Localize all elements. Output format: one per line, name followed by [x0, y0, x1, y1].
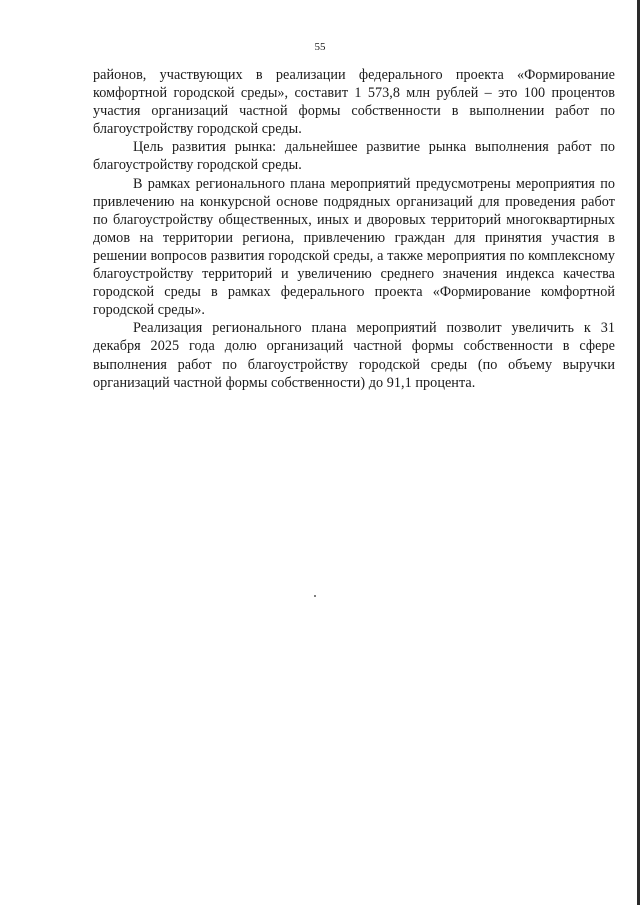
paragraph-market-goal: Цель развития рынка: дальнейшее развитие рынка выполнения работ по благоустройству городской среды.: [93, 139, 615, 174]
paragraph-expected-result: Реализация регионального плана мероприятий позволит увеличить к 31 декабря 2025 года долю организаций частной формы собственности в сфере выполнения работ по благоустройству городской среды (по объему выручки организаций частной формы собственности) до 91,1 процента.: [93, 320, 615, 391]
paragraph-regional-plan-measures: В рамках регионального плана мероприятий предусмотрены мероприятия по привлечению на конкурсной основе подрядных организаций для проведения работ по благоустройству общественных, иных и дворовых территорий многоквартирных домов на территории региона, привлечению граждан для принятия участия в решении вопросов развития городской среды, а также мероприятия по комплексному благоустройству территорий и увеличению среднего значения индекса качества городской среды в рамках федерального проекта «Формирование комфортной городской среды».: [93, 175, 615, 319]
paragraph-budget-summary: районов, участвующих в реализации федерального проекта «Формирование комфортной городской среды», составит 1 573,8 млн рублей – это 100 процентов участия организаций частной формы собственности в выполнении работ по благоустройству городской среды.: [93, 67, 615, 138]
document-body: [93, 66, 615, 392]
scan-speck: [314, 595, 316, 597]
page-number: 55: [314, 41, 326, 53]
